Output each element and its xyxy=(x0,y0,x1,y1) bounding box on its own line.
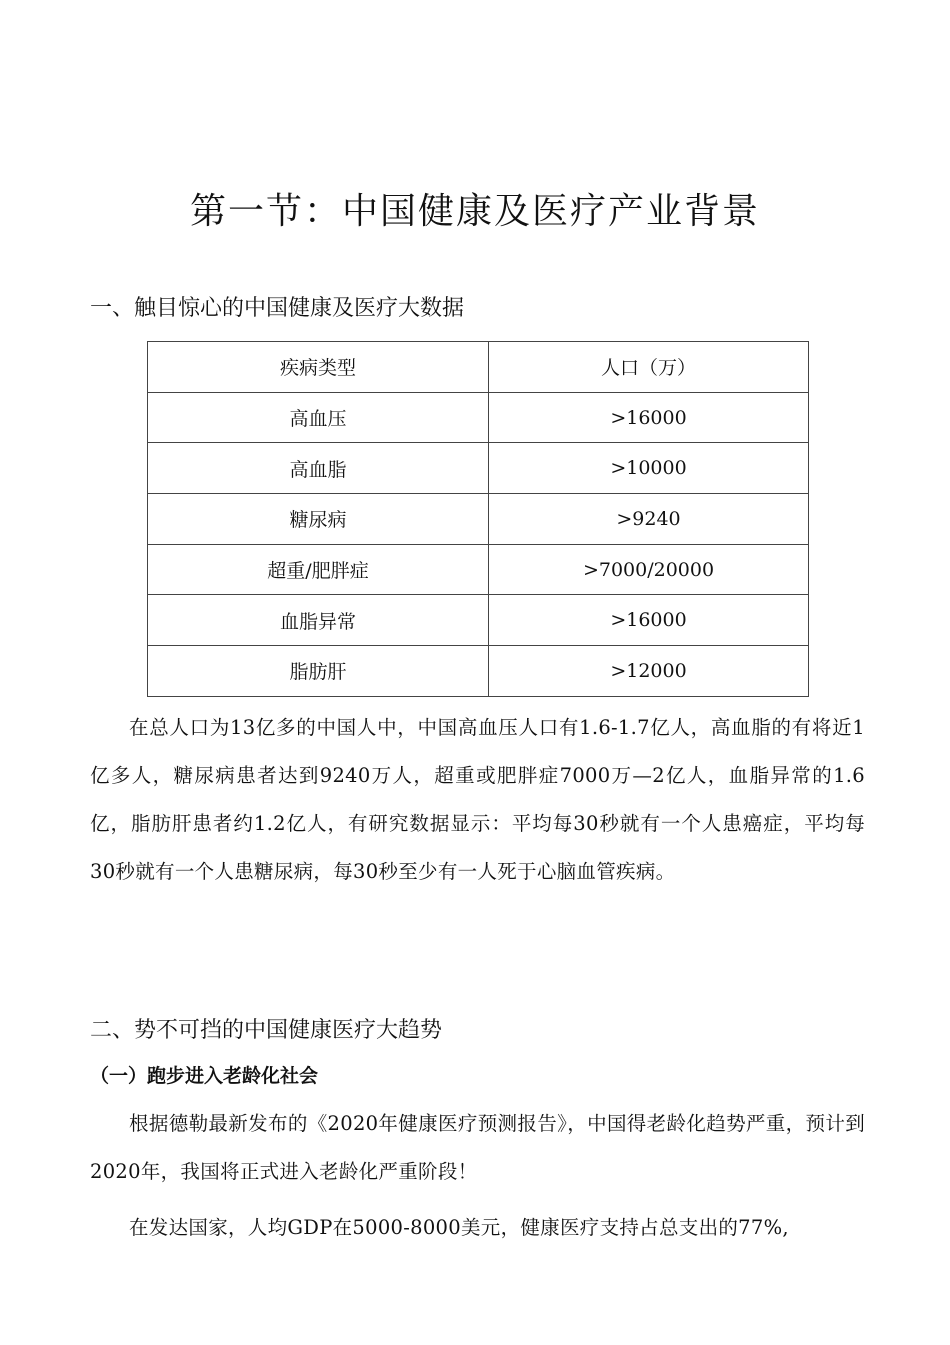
table-cell: 糖尿病 xyxy=(148,494,489,545)
table-row xyxy=(148,595,809,646)
table-header-cell: 疾病类型 xyxy=(148,342,489,393)
table-cell: >16000 xyxy=(489,595,809,646)
table-cell: >7000/20000 xyxy=(489,544,809,595)
table-header-row xyxy=(148,342,809,393)
table-cell: 高血压 xyxy=(148,392,489,443)
section-1-paragraph: 在总人口为13亿多的中国人中，中国高血压人口有1.6-1.7亿人，高血脂的有将近1亿多人，糖尿病患者达到9240万人，超重或肥胖症7000万—2亿人，血脂异常的1.6亿，脂肪肝患者约1.2亿人，有研究数据显示：平均每30秒就有一个人患癌症，平均每30秒就有一个人患糖尿病，每30秒至少有一人死于心脑血管疾病。 xyxy=(90,716,865,883)
table-cell: >12000 xyxy=(489,646,809,697)
table-cell: >9240 xyxy=(489,494,809,545)
table-row xyxy=(148,646,809,697)
table-cell: 血脂异常 xyxy=(148,595,489,646)
table-cell: >10000 xyxy=(489,443,809,494)
table-cell: 高血脂 xyxy=(148,443,489,494)
table-row xyxy=(148,494,809,545)
section-1-heading: 一、触目惊心的中国健康及医疗大数据 xyxy=(90,296,465,321)
section-2-heading: 二、势不可挡的中国健康医疗大趋势 xyxy=(90,1018,443,1043)
table-row xyxy=(148,392,809,443)
table-cell: 脂肪肝 xyxy=(148,646,489,697)
table-header-cell: 人口（万） xyxy=(489,342,809,393)
page-title: 第一节：中国健康及医疗产业背景 xyxy=(189,191,760,232)
section-2-paragraph-1: 根据德勒最新发布的《2020年健康医疗预测报告》，中国得老龄化趋势严重，预计到2020年，我国将正式进入老龄化严重阶段！ xyxy=(90,1112,865,1183)
table-row xyxy=(148,443,809,494)
disease-table xyxy=(147,341,809,697)
section-2-paragraph-2: 在发达国家，人均GDP在5000-8000美元，健康医疗支持占总支出的77%, xyxy=(129,1216,789,1239)
section-2-subheading: （一）跑步进入老龄化社会 xyxy=(90,1065,319,1087)
table-cell: 超重/肥胖症 xyxy=(148,544,489,595)
table-cell: >16000 xyxy=(489,392,809,443)
table-row xyxy=(148,544,809,595)
